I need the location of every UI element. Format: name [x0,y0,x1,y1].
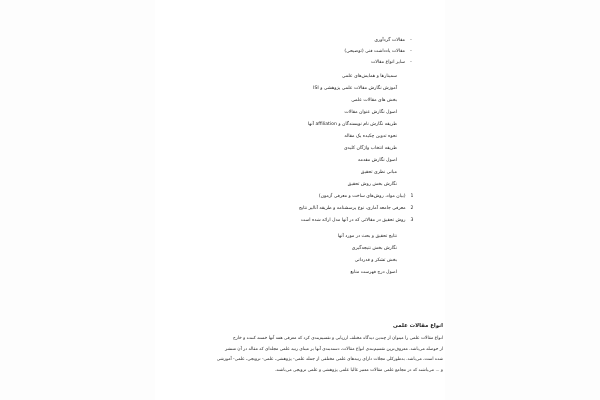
dash-bullet: - [410,60,412,65]
toc-numbered-item-label: (بیان مواد، روش‌های ساخت و معرفی آزمون) [318,194,406,199]
toc-item: بخش تشکر و قدردانی [354,258,397,263]
paragraph-line: و ... می‌باشند که در مجامع علمی مقالات معتبر غالبا علمی پژوهشی و علمی ترویجی می‌باشند. [274,367,443,373]
toc-item: نحوه تدوین چکیده یک مقاله [344,134,397,139]
toc-dash-item-label: مقالات یادداشت فنی (توضیحی) [344,49,405,54]
toc-item: نگارش بخش نتیجه‌گیری [351,246,397,251]
paragraph-line: انواع مقالات علمی را میتوان از چندین دیدگاه مختلف ارزیابی و تقسیم‌بندی کرد که معرفی همه آنها خسته کننده و خارج [233,336,443,341]
item-number: 1 [410,194,414,199]
paragraph-line: شده است، می‌باشد. به‌طورکلی مجلات دارای رتبه‌های علمی مختلفی از جمله علمی- پژوهشی، علمی- ترویجی، علمی- آموزشی [216,357,443,362]
toc-dash-item-label: سایر انواع مقالات [370,60,405,65]
toc-numbered-item [319,194,417,200]
dash-bullet: - [410,49,412,54]
toc-item: اصول نگارش مقدمه [358,158,397,163]
item-number: 3 [410,218,414,223]
section-title: انواع مقالات علمی [392,323,443,329]
toc-dash-item-label: مقالات گردآوری [374,38,405,43]
dash-bullet: - [410,38,412,43]
document-page [155,0,445,400]
toc-item: آموزش نگارش مقالات علمی پژوهشی و ISI [313,86,397,91]
toc-item: طریقه انتخاب واژگان کلیدی [343,146,397,151]
toc-item: بخش های مقالات علمی [351,98,397,103]
toc-dash-item [374,38,417,44]
toc-numbered-item-label: معرفی جامعه آماری، نوع پرسشنامه و طریقه آنالیز نتایج [298,206,406,211]
toc-item: نتایج تحقیق و بحث در مورد آنها [337,234,397,239]
toc-dash-item [371,60,417,66]
toc-item: اصول درج فهرست منابع [350,270,397,275]
toc-numbered-item [299,206,417,212]
toc-numbered-item [301,218,417,224]
toc-dash-item [344,49,417,55]
toc-item: سمینارها و همایش‌های علمی [341,74,397,79]
toc-item: مبانی نظری تحقیق [360,170,397,175]
toc-item: نگارش بخش روش تحقیق [347,182,397,187]
section-paragraph [171,334,443,376]
item-number: 2 [410,206,414,211]
toc-numbered-item-label: روش تحقیق در مقالاتی که در آنها مدل ارائه شده است [300,218,406,223]
paragraph-line: از حوصله می‌باشد. معروف‌ترین تقسیم‌بندی انواع مقالات، دسته‌بندی آنها بر مبنای رتبه علمی مجله‌ای که مقاله در آن منتشر [224,346,443,352]
toc-item: طریقه نگارش نام نویسندگان و affiliation آنها [307,122,397,127]
toc-item: اصول نگارش عنوان مقالات [344,110,397,115]
